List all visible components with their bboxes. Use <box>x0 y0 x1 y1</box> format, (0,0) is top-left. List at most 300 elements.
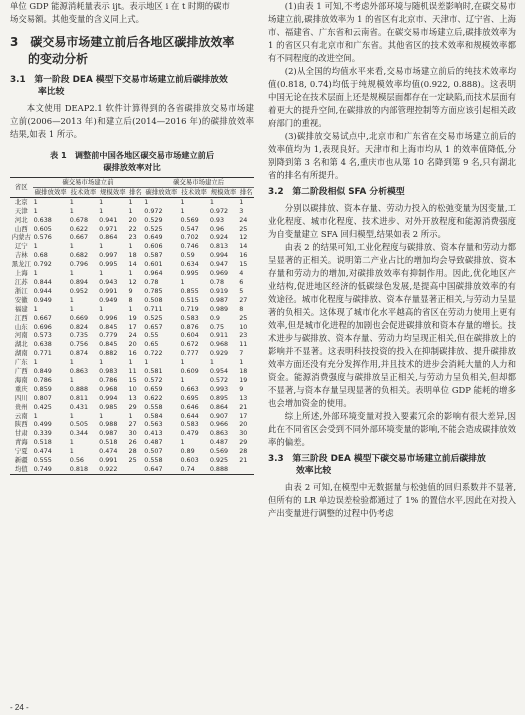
cell-value: 0.604 <box>180 331 199 340</box>
cell-province: 河北 <box>14 215 28 224</box>
cell-value: 0.785 <box>144 286 163 295</box>
table-row <box>10 269 254 278</box>
cell-value: 0.505 <box>69 420 89 429</box>
cell-value: 20 <box>239 420 248 429</box>
cell-value: 0.749 <box>33 465 52 473</box>
cell-value: 0.943 <box>99 277 118 286</box>
cell-province: 福建 <box>14 304 28 313</box>
cell-value: 0.672 <box>180 340 199 349</box>
finding-3-paragraph: (3)碳排放交易试点中,北京市和广东省在交易市场建立前后的效率值均为 1,表现良好。天津市和上海市均从 1 的效率值降低,分别降到第 3 名和第 4 名,重庆市也从第 10 名降到第 9 名,只有湖北省的排名有所提升。 <box>268 131 516 180</box>
cell-value: 0.949 <box>33 295 52 304</box>
cell-value: 0.638 <box>33 215 52 224</box>
cell-value: 0.572 <box>209 375 229 384</box>
cell-value: 0.811 <box>69 393 89 402</box>
cell-value: 0.573 <box>33 331 52 340</box>
cell-value: 0.722 <box>144 349 163 358</box>
cell-value: 0.558 <box>144 456 163 465</box>
cell-value: 28 <box>239 447 248 456</box>
cell-value: 0.663 <box>180 384 199 393</box>
cell-value: 0.966 <box>209 420 229 429</box>
cell-value: 1 <box>180 358 185 367</box>
cell-value: 0.601 <box>144 260 163 269</box>
cell-value: 1 <box>180 438 185 447</box>
cell-value: 0.518 <box>33 438 52 447</box>
cell-value: 1 <box>99 206 104 215</box>
cell-value: 23 <box>128 233 137 242</box>
table-1-caption-line1: 表 1 调整前中国各地区碳交易市场建立前后 <box>49 150 215 160</box>
table-1 <box>10 177 254 475</box>
cell-value: 27 <box>128 420 137 429</box>
table-row <box>10 260 254 269</box>
cell-value: 0.344 <box>69 429 89 438</box>
cell-value: 0.425 <box>33 402 52 411</box>
cell-value: 0.844 <box>33 277 52 286</box>
table-1-caption <box>10 149 254 173</box>
cell-value: 0.581 <box>144 367 163 376</box>
cell-value: 0.969 <box>209 269 229 278</box>
cell-value: 17 <box>128 322 137 331</box>
cell-value: 1 <box>69 197 74 206</box>
cell-value: 0.339 <box>33 429 52 438</box>
cell-value: 20 <box>128 340 137 349</box>
cell-province: 湖北 <box>14 340 28 349</box>
cell-value: 0.771 <box>33 349 52 358</box>
cell-value: 0.907 <box>209 411 229 420</box>
cell-province: 河南 <box>14 331 28 340</box>
cell-value: 30 <box>239 429 248 438</box>
cell-value: 0.56 <box>69 456 84 465</box>
cell-value: 15 <box>239 260 248 269</box>
cell-value: 0.929 <box>209 349 229 358</box>
cell-value: 0.646 <box>180 402 199 411</box>
cell-value: 0.657 <box>144 322 163 331</box>
cell-value: 0.93 <box>209 215 225 224</box>
table-row <box>10 456 254 465</box>
cell-value: 0.702 <box>180 233 199 242</box>
cell-value: 0.888 <box>209 465 229 473</box>
cell-value: 0.474 <box>33 447 52 456</box>
cell-value: 0.996 <box>99 313 118 322</box>
cell-value: 0.972 <box>209 206 229 215</box>
cell-value: 1 <box>69 438 74 447</box>
cell-value: 0.911 <box>209 331 229 340</box>
cell-value: 12 <box>128 277 137 286</box>
cell-value: 0.508 <box>144 295 163 304</box>
cell-value: 0.609 <box>180 367 199 376</box>
section-3-title: 3 碳交易市场建立前后各地区碳排放效率 <box>10 35 235 49</box>
th-before-group: 碳交易市场建立前 <box>33 178 144 188</box>
cell-value: 0.634 <box>180 260 199 269</box>
cell-value: 0.792 <box>33 260 52 269</box>
cell-value: 30 <box>128 429 137 438</box>
table-row <box>10 323 254 332</box>
cell-value: 0.746 <box>180 242 199 251</box>
cell-value: 16 <box>128 349 137 358</box>
cell-value: 0.696 <box>33 322 52 331</box>
cell-province: 安徽 <box>14 295 28 304</box>
table-row <box>10 340 254 349</box>
cell-value: 0.995 <box>99 260 118 269</box>
table-row <box>10 438 254 447</box>
section-3-title-line2: 的变动分析 <box>28 52 89 66</box>
finding-1-paragraph: (1)由表 1 可知,不考虑外部环境与随机误差影响时,在碳交易市场建立前,碳排放效率为 1 的省区有北京市、天津市、辽宁省、上海市、福建省、广东省和云南省。在碳交易市场建立后,碳排放效率为 1 的省区只有北京市和广东省。其他省区的技术效率和规模效率都有不同程度的改进空间。 <box>268 1 516 63</box>
cell-value: 0.882 <box>99 349 118 358</box>
cell-value: 8 <box>128 295 133 304</box>
cell-value: 0.622 <box>69 224 89 233</box>
intro-line-1: 单位 GDP 能源消耗量表示 ijt。表示地区 i 在 t 时期的碳市 <box>10 1 230 11</box>
cell-value: 1 <box>69 304 74 313</box>
cell-value: 0.584 <box>144 411 163 420</box>
cell-value: 0.888 <box>69 384 89 393</box>
table-row <box>10 216 254 225</box>
cell-value: 1 <box>33 269 38 278</box>
th-pte-after: 技术效率 <box>181 187 207 196</box>
cell-value: 0.993 <box>209 384 229 393</box>
cell-value: 26 <box>128 438 137 447</box>
cell-value: 0.606 <box>144 242 163 251</box>
cell-value: 16 <box>239 251 248 260</box>
cell-value: 10 <box>239 322 248 331</box>
cell-value: 1 <box>180 277 185 286</box>
cell-value: 0.863 <box>209 429 229 438</box>
section-3-3-title-line2: 效率比较 <box>296 466 332 476</box>
cell-province: 宁夏 <box>14 447 28 456</box>
table-row <box>10 394 254 403</box>
cell-value: 0.711 <box>144 304 163 313</box>
cell-value: 0.75 <box>209 322 225 331</box>
cell-value: 17 <box>239 411 248 420</box>
table-row <box>10 403 254 412</box>
cell-value: 0.529 <box>144 215 163 224</box>
cell-value: 1 <box>99 242 104 251</box>
cell-value: 22 <box>128 224 137 233</box>
cell-value <box>128 465 144 474</box>
cell-value: 1 <box>33 411 38 420</box>
cell-province: 云南 <box>14 411 28 420</box>
cell-province: 上海 <box>14 269 28 278</box>
cell-value: 0.991 <box>99 456 118 465</box>
table-row <box>10 367 254 376</box>
cell-value: 8 <box>239 304 244 313</box>
cell-value: 0.558 <box>144 402 163 411</box>
cell-value: 0.487 <box>144 438 163 447</box>
cell-value: 0.968 <box>99 384 118 393</box>
cell-value: 0.985 <box>99 402 118 411</box>
cell-value: 1 <box>239 358 244 367</box>
cell-value: 0.605 <box>33 224 52 233</box>
cell-value: 0.431 <box>69 402 89 411</box>
cell-value: 0.922 <box>99 465 118 473</box>
cell-value: 3 <box>239 206 244 215</box>
cell-value: 1 <box>69 269 74 278</box>
cell-value: 0.576 <box>33 233 52 242</box>
cell-value: 0.479 <box>180 429 199 438</box>
cell-value: 0.622 <box>144 393 163 402</box>
table-row <box>10 305 254 314</box>
table-row <box>10 420 254 429</box>
table-row <box>10 376 254 385</box>
cell-value: 15 <box>128 375 137 384</box>
cell-province: 海南 <box>14 375 28 384</box>
cell-value: 0.583 <box>180 420 199 429</box>
cell-value: 0.863 <box>69 367 89 376</box>
cell-value: 0.756 <box>69 340 89 349</box>
section-3-2-paragraph-1: 分别以碳排放、资本存量、劳动力投入的松弛变量为因变量,工业化程度、城市化程度、技术进步、对外开放程度和能源消费强度为自变量建立 SFA 回归模型,结果如表 2 所示。 <box>268 203 516 239</box>
cell-value: 0.499 <box>33 420 52 429</box>
cell-value: 0.59 <box>180 251 195 260</box>
cell-value <box>238 465 254 474</box>
cell-value: 0.555 <box>33 456 52 465</box>
cell-value: 0.487 <box>209 438 229 447</box>
table-row <box>10 242 254 251</box>
section-3-3-paragraph: 由表 2 可知,在模型中无数据量与松弛值的回归系数并不显著,但所有的 LR 单边误差检验都通过了 1% 的置信水平,因此在对投入产出变量进行调整的过程中仍考虑 <box>268 482 516 518</box>
cell-province: 均值 <box>14 465 28 473</box>
cell-value: 0.474 <box>99 447 118 456</box>
section-3-1-title: 3.1 第一阶段 DEA 模型下交易市场建立前后碳排放效 <box>10 75 228 85</box>
cell-value: 0.682 <box>69 251 89 260</box>
cell-value: 0.919 <box>209 286 229 295</box>
cell-value: 1 <box>128 358 133 367</box>
th-rank-after: 排名 <box>239 187 253 196</box>
table-row <box>10 314 254 323</box>
cell-value: 1 <box>128 242 133 251</box>
cell-value: 0.995 <box>180 269 199 278</box>
cell-value: 1 <box>69 358 74 367</box>
cell-value: 7 <box>239 349 244 358</box>
cell-value: 0.925 <box>209 456 229 465</box>
cell-value: 1 <box>239 197 244 206</box>
th-te-after: 碳排放效率 <box>145 187 178 196</box>
th-rank-before: 排名 <box>128 187 142 196</box>
cell-province: 江西 <box>14 313 28 322</box>
cell-value: 1 <box>180 375 185 384</box>
cell-value: 1 <box>69 411 74 420</box>
section-3-2-paragraph-3: 综上所述,外部环境变量对投入要素冗余的影响有很大差异,因此在不同省区会受到不同外部环境变量的影响,不能会造成碳排放效率的偏差。 <box>268 411 516 447</box>
cell-value: 0.968 <box>209 340 229 349</box>
cell-value: 1 <box>128 411 133 420</box>
cell-value: 0.507 <box>144 447 163 456</box>
section-3-1-paragraph: 本文使用 DEAP2.1 软件计算得到的各省碳排放交易市场建立前(2006—2013 年)和建立后(2014—2016 年)的碳排放效率结果,如表 1 所示。 <box>10 103 254 139</box>
cell-value: 27 <box>239 295 248 304</box>
table-row <box>10 385 254 394</box>
cell-value: 10 <box>128 384 137 393</box>
cell-value: 1 <box>99 358 104 367</box>
cell-value: 0.786 <box>33 375 52 384</box>
cell-value: 0.55 <box>144 331 159 340</box>
cell-value: 1 <box>99 411 104 420</box>
cell-value: 0.413 <box>144 429 163 438</box>
cell-value: 0.96 <box>209 224 225 233</box>
cell-value: 0.659 <box>144 384 163 393</box>
cell-province: 北京 <box>14 197 28 206</box>
left-column <box>10 0 254 475</box>
cell-value: 0.987 <box>99 429 118 438</box>
cell-value: 1 <box>69 242 74 251</box>
table-1-caption-line2: 碳排放效率对比 <box>103 162 161 172</box>
cell-province: 天津 <box>14 206 28 215</box>
cell-value: 1 <box>128 197 133 206</box>
cell-value: 1 <box>144 197 149 206</box>
cell-value: 0.569 <box>180 215 199 224</box>
cell-value: 0.818 <box>69 465 89 473</box>
cell-value: 0.89 <box>180 447 195 456</box>
cell-value: 0.525 <box>144 224 163 233</box>
cell-value: 0.587 <box>144 251 163 260</box>
cell-value: 1 <box>69 206 74 215</box>
section-3-1-heading <box>10 74 254 98</box>
cell-province: 新疆 <box>14 456 28 465</box>
cell-value: 0.947 <box>209 260 229 269</box>
cell-value: 1 <box>69 295 74 304</box>
th-province: 省区 <box>10 178 33 198</box>
cell-value: 1 <box>99 269 104 278</box>
cell-value: 0.649 <box>144 233 163 242</box>
table-row <box>10 287 254 296</box>
cell-province: 江苏 <box>14 277 28 286</box>
intro-line-2: 场交易额。其他变量的含义同上式。 <box>10 14 144 24</box>
cell-province: 山东 <box>14 322 28 331</box>
cell-value: 1 <box>99 197 104 206</box>
section-3-1-title-line2: 率比较 <box>38 87 65 97</box>
cell-value: 1 <box>180 197 185 206</box>
cell-province: 内蒙古 <box>11 233 31 242</box>
section-3-2-title: 3.2 第二阶段相似 SFA 分析模型 <box>268 187 405 197</box>
cell-province: 浙江 <box>14 286 28 295</box>
cell-value: 1 <box>33 304 38 313</box>
cell-province: 重庆 <box>14 384 28 393</box>
cell-province: 广西 <box>14 367 28 376</box>
cell-value: 0.779 <box>99 331 118 340</box>
cell-value: 0.719 <box>180 304 199 313</box>
cell-province: 湖南 <box>14 349 28 358</box>
cell-value: 28 <box>128 447 137 456</box>
cell-province: 青海 <box>14 438 28 447</box>
cell-value: 0.987 <box>209 295 229 304</box>
cell-value: 0.845 <box>99 322 118 331</box>
table-row <box>10 207 254 216</box>
cell-value: 1 <box>128 206 133 215</box>
cell-value: 25 <box>239 224 248 233</box>
th-te-before: 碳排放效率 <box>34 187 67 196</box>
cell-value: 0.988 <box>99 420 118 429</box>
cell-value: 23 <box>239 331 248 340</box>
cell-value: 14 <box>239 242 248 251</box>
table-row <box>10 278 254 287</box>
cell-province: 辽宁 <box>14 242 28 251</box>
cell-province: 陕西 <box>14 420 28 429</box>
cell-value: 0.952 <box>69 286 89 295</box>
cell-value: 0.74 <box>180 465 195 473</box>
cell-value: 1 <box>180 206 185 215</box>
cell-value: 0.971 <box>99 224 118 233</box>
cell-value: 21 <box>239 402 248 411</box>
cell-province: 黑龙江 <box>11 260 31 269</box>
cell-value: 4 <box>239 269 244 278</box>
cell-value: 0.695 <box>180 393 199 402</box>
cell-value: 11 <box>239 340 248 349</box>
cell-value: 0.941 <box>99 215 118 224</box>
cell-value: 0.667 <box>69 233 89 242</box>
cell-value: 0.786 <box>99 375 118 384</box>
cell-value: 0.855 <box>180 286 199 295</box>
table-1-body <box>10 197 254 474</box>
section-3-2-paragraph-2: 由表 2 的结果可知,工业化程度与碳排放、资本存量和劳动力都呈显著的正相关。说明第二产业占比的增加均会导致碳排放、资本存量和劳动力的增加,对碳排放效率有抑制作用。因此,优化地区产业结构,促进地区经济的低碳绿色发展,是提高中国碳排放效率的有效途径。城市化程度与碳排放、资本存量显著正相关,与劳动力呈显著的负相关。这体现了城市化水平越高的省区在劳动力使用上更有效率,但是城市化进程的加剧也会促进碳排放和资本存量的增长。技术进步与碳排放、资本存量、劳动力均呈现正相关,但在碳排放上的影响并不显著。这表明科技投资的投入在抑制碳排放、提升碳排放效率方面还没有充分发挥作用,并且技术的进步会消耗大量的人力和资金。能源消费强度与碳排放呈正相关,与劳动力呈负相关,但却都不显著,与资本存量呈现显著的负相关。表明单位 GDP 能耗的增多也会增加资金的使用。 <box>268 242 516 408</box>
cell-value: 1 <box>209 197 214 206</box>
cell-value: 12 <box>239 233 248 242</box>
cell-value: 1 <box>33 242 38 251</box>
cell-province: 吉林 <box>14 251 28 260</box>
cell-value: 0.991 <box>99 286 118 295</box>
cell-value: 11 <box>128 367 137 376</box>
cell-value: 19 <box>128 313 137 322</box>
section-3-3-heading <box>268 453 516 477</box>
cell-value: 0.994 <box>209 251 229 260</box>
cell-value: 18 <box>128 251 137 260</box>
cell-value: 19 <box>239 375 248 384</box>
cell-value: 0.964 <box>144 269 163 278</box>
cell-value: 0.944 <box>33 286 52 295</box>
cell-province: 贵州 <box>14 402 28 411</box>
cell-value: 0.777 <box>180 349 199 358</box>
th-pte-before: 技术效率 <box>70 187 97 196</box>
cell-value: 6 <box>239 277 244 286</box>
cell-value: 0.949 <box>99 295 118 304</box>
cell-value: 5 <box>239 286 244 295</box>
finding-2-paragraph: (2)从全国的均值水平来看,交易市场建立前后的纯技术效率均值(0.818, 0.74)均低于纯规模效率均值(0.922, 0.888)。这表明中国无论在技术层面上还是规模层面都存在一定缺陷,而技术层面有着更大的提升空间,在碳排放的内部管理控制等方面应该引起相关政府部门的重视。 <box>268 66 516 128</box>
cell-value: 1 <box>69 447 74 456</box>
cell-value: 0.994 <box>99 393 118 402</box>
cell-value: 0.667 <box>33 313 52 322</box>
cell-value: 1 <box>128 304 133 313</box>
cell-value: 0.824 <box>69 322 89 331</box>
cell-value: 25 <box>128 456 137 465</box>
cell-value: 0.515 <box>180 295 199 304</box>
cell-value: 1 <box>144 358 149 367</box>
cell-value: 24 <box>128 331 137 340</box>
cell-value: 29 <box>128 402 137 411</box>
cell-value: 0.563 <box>144 420 163 429</box>
cell-value: 0.518 <box>99 438 118 447</box>
cell-value: 0.669 <box>69 313 89 322</box>
cell-value: 0.569 <box>209 447 229 456</box>
cell-value: 0.807 <box>33 393 52 402</box>
th-after-group: 碳交易市场建立后 <box>143 178 254 188</box>
cell-value: 0.644 <box>180 411 199 420</box>
cell-value: 13 <box>239 393 248 402</box>
cell-value: 18 <box>239 367 248 376</box>
cell-value: 0.78 <box>144 277 159 286</box>
cell-value: 0.895 <box>209 393 229 402</box>
cell-value: 0.78 <box>209 277 225 286</box>
cell-value: 14 <box>128 260 137 269</box>
cell-value: 29 <box>239 438 248 447</box>
cell-value: 0.572 <box>144 375 163 384</box>
table-row <box>10 197 254 206</box>
cell-value: 0.876 <box>180 322 199 331</box>
cell-value: 0.603 <box>180 456 199 465</box>
cell-value: 0.65 <box>144 340 159 349</box>
cell-value: 0.989 <box>209 304 229 313</box>
cell-value: 0.954 <box>209 367 229 376</box>
cell-value: 0.894 <box>69 277 89 286</box>
cell-value: 0.678 <box>69 215 89 224</box>
cell-value: 0.864 <box>209 402 229 411</box>
cell-value: 1 <box>99 304 104 313</box>
table-row <box>10 349 254 358</box>
cell-value: 0.859 <box>33 384 52 393</box>
th-se-before: 规模效率 <box>100 187 126 196</box>
cell-value: 0.874 <box>69 349 89 358</box>
